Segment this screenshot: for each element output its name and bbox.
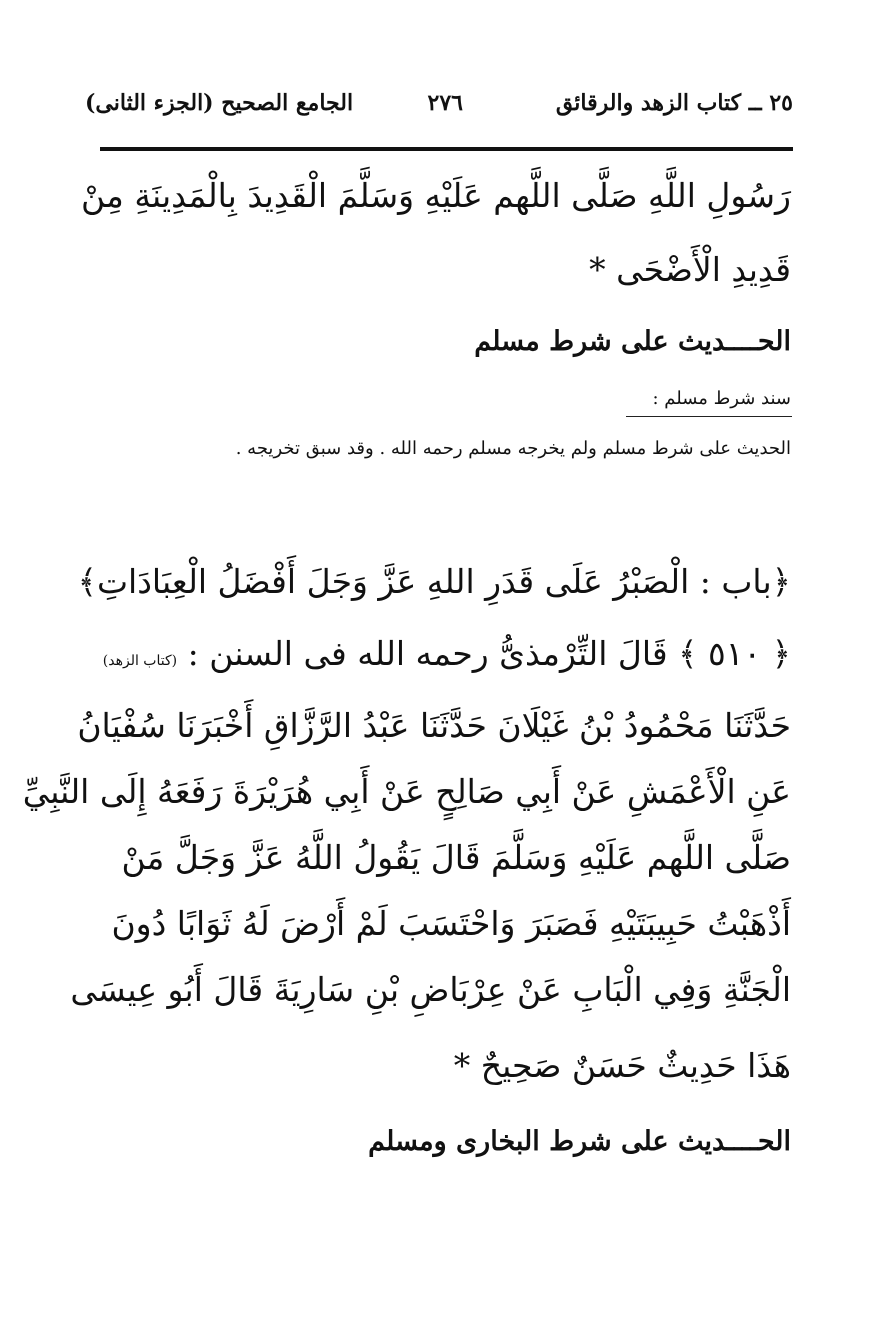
hadith-continuation-line-1: رَسُولِ اللَّهِ صَلَّى اللَّهم عَلَيْهِ وَسَلَّمَ الْقَدِيدَ بِالْمَدِينَةِ مِنْ (81, 176, 791, 215)
hadith-text-line-1: حَدَّثَنَا مَحْمُودُ بْنُ غَيْلَانَ حَدَّثَنَا عَبْدُ الرَّزَّاقِ أَخْبَرَنَا سُفْيَانُ (77, 706, 791, 745)
source-reference: (كتاب الزهد) (102, 653, 178, 669)
header-divider (100, 147, 793, 151)
header-chapter-title: ٢٥ ــ كتاب الزهد والرقائق (555, 90, 793, 116)
hadith-text-line-2: عَنِ الْأَعْمَشِ عَنْ أَبِي صَالِحٍ عَنْ أَبِي هُرَيْرَةَ رَفَعَهُ إِلَى النَّبِيِّ (22, 772, 791, 811)
note-label-underline (626, 416, 792, 417)
hadith-text-line-6: هَذَا حَدِيثٌ حَسَنٌ صَحِيحٌ * (453, 1046, 791, 1085)
header-page-number: ٢٧٦ (427, 90, 463, 116)
chapter-heading: ﴿باب : الْصَبْرُ عَلَى قَدَرِ اللهِ عَزَّ وَجَلَ أَفْضَلُ الْعِبَادَاتِ﴾ (77, 562, 791, 601)
hadith-verdict: الحــــديث على شرط مسلم (474, 326, 791, 357)
hadith-intro: قَالَ التِّرْمذىُّ رحمه الله فى السنن : (187, 634, 668, 673)
note-label: سند شرط مسلم : (652, 388, 791, 409)
hadith-number: ﴿ ٥١٠ ﴾ (678, 634, 791, 673)
note-text: الحديث على شرط مسلم ولم يخرجه مسلم رحمه الله . وقد سبق تخريجه . (235, 438, 791, 459)
hadith-intro-line (60, 634, 791, 673)
hadith-text-line-4: أَذْهَبْتُ حَبِيبَتَيْهِ فَصَبَرَ وَاحْتَسَبَ لَمْ أَرْضَ لَهُ ثَوَابًا دُونَ (111, 904, 791, 943)
header-book-title: الجامع الصحيح (الجزء الثانى) (85, 90, 354, 116)
hadith-verdict-2: الحــــديث على شرط البخارى ومسلم (368, 1126, 791, 1157)
page-header (85, 86, 793, 126)
hadith-continuation-line-2: قَدِيدِ الْأَضْحَى * (589, 250, 791, 289)
hadith-text-line-3: صَلَّى اللَّهم عَلَيْهِ وَسَلَّمَ قَالَ يَقُولُ اللَّهُ عَزَّ وَجَلَّ مَنْ (121, 838, 791, 877)
hadith-text-line-5: الْجَنَّةِ وَفِي الْبَابِ عَنْ عِرْبَاضِ بْنِ سَارِيَةَ قَالَ أَبُو عِيسَى (70, 970, 791, 1009)
